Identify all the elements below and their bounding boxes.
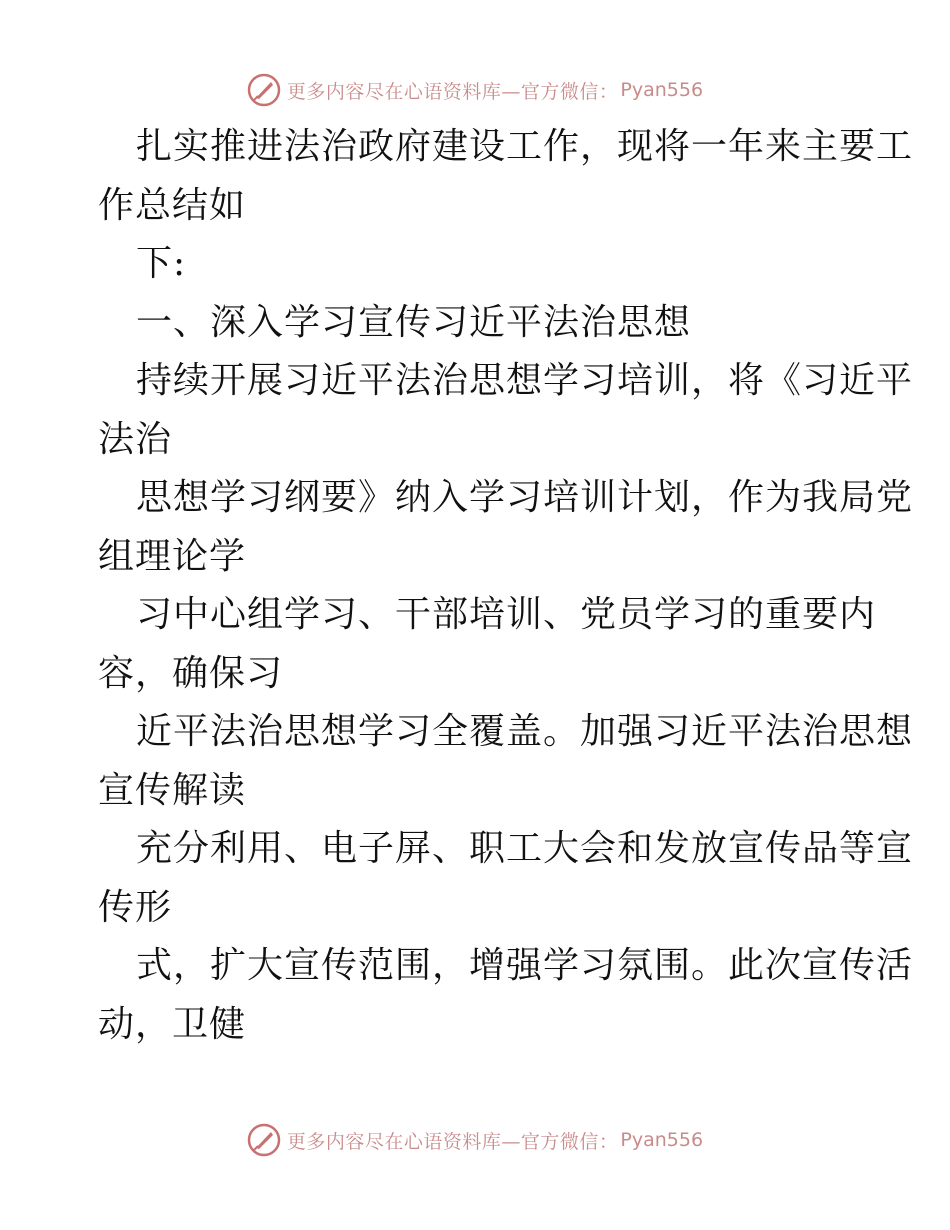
- text-line: 组理论学: [98, 535, 247, 577]
- footer-watermark: [0, 1120, 950, 1160]
- quill-logo-icon: [247, 1123, 281, 1157]
- text-line: 宣传解读: [98, 769, 247, 811]
- text-line: 思想学习纲要》纳入学习培训计划，作为我局党: [136, 477, 914, 518]
- text-line: 容，确保习: [98, 652, 284, 694]
- quill-logo-icon: [247, 73, 281, 107]
- text-line: 下:: [136, 243, 187, 284]
- text-line: 作总结如: [98, 184, 247, 226]
- watermark-wechat-id: Pyan556: [620, 1129, 704, 1151]
- watermark-text: 更多内容尽在心语资料库—官方微信：: [286, 80, 619, 103]
- text-line: 持续开展习近平法治思想学习培训，将《习近平: [136, 360, 914, 401]
- watermark-wechat-id: Pyan556: [620, 79, 704, 101]
- section-heading: 一、深入学习宣传习近平法治思想: [136, 301, 692, 343]
- header-watermark: [0, 70, 950, 110]
- text-line: 法治: [98, 418, 173, 460]
- text-line: 习中心组学习、干部培训、党员学习的重要内: [136, 594, 877, 635]
- text-line: 充分利用、电子屏、职工大会和发放宣传品等宣: [136, 828, 914, 869]
- text-line: 动，卫健: [98, 1003, 247, 1045]
- text-line: 近平法治思想学习全覆盖。加强习近平法治思想: [136, 711, 914, 752]
- watermark-text: 更多内容尽在心语资料库—官方微信：: [286, 1130, 619, 1153]
- text-line: 传形: [98, 886, 173, 928]
- text-line: 式，扩大宣传范围，增强学习氛围。此次宣传活: [136, 945, 914, 986]
- text-line: 扎实推进法治政府建设工作，现将一年来主要工: [136, 126, 914, 167]
- document-body: [98, 118, 914, 1054]
